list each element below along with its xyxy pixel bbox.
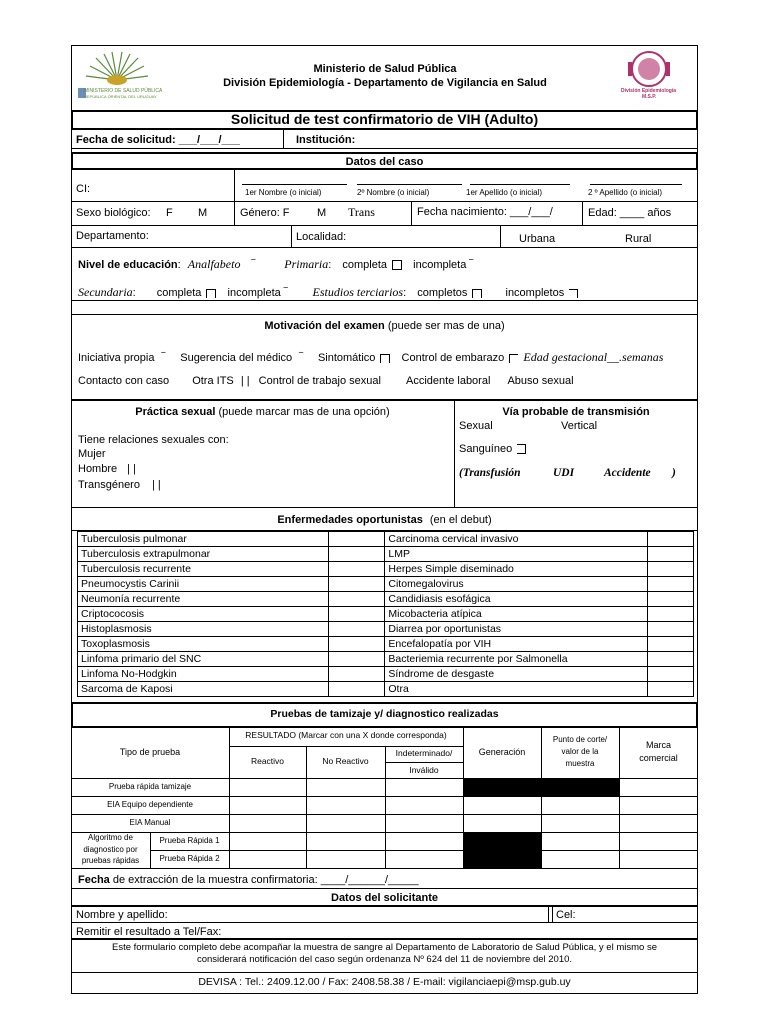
disease-check-left[interactable]: [328, 637, 385, 652]
solicitante-nombre[interactable]: Nombre y apellido:: [76, 909, 168, 921]
practica-intro: Tiene relaciones sexuales con:: [78, 434, 229, 446]
pruebas-title: Pruebas de tamizaje y/ diagnostico realizadas: [270, 708, 499, 720]
sexo-f[interactable]: F: [166, 207, 173, 219]
contacto-caso[interactable]: Contacto con caso: [78, 375, 170, 387]
enfermedades-title-row: [71, 514, 698, 526]
table-row: [78, 637, 694, 652]
motivacion-subtitle: (puede ser mas de una): [387, 320, 505, 332]
disease-check-left[interactable]: [328, 547, 385, 562]
disease-label-right: Encefalopatía por VIH: [385, 637, 648, 652]
disease-check-left[interactable]: [328, 562, 385, 577]
secundaria-completa-checkbox[interactable]: [206, 289, 216, 298]
fecha-solicitud-label[interactable]: Fecha de solicitud: ___/___/___: [76, 134, 240, 146]
control-trabajo-sexual[interactable]: Control de trabajo sexual: [258, 375, 381, 387]
generacion-blocked-1: [464, 779, 619, 796]
institucion-label[interactable]: Institución:: [296, 134, 356, 146]
disease-label-left: Tuberculosis recurrente: [78, 562, 329, 577]
disease-label-left: Sarcoma de Kaposi: [78, 682, 329, 697]
epidemiology-logo: [625, 50, 673, 88]
disease-check-right[interactable]: [648, 592, 694, 607]
terciarios-label: Estudios terciarios: [312, 285, 404, 299]
rural-option[interactable]: Rural: [625, 233, 652, 245]
row-prueba-rapida-2: Prueba Rápida 2: [159, 854, 220, 863]
iniciativa-propia[interactable]: Iniciativa propia: [78, 352, 155, 364]
disease-check-right[interactable]: [648, 652, 694, 667]
table-row: [78, 682, 694, 697]
practica-transgenero[interactable]: Transgénero | |: [78, 479, 161, 491]
no-reactivo-header: No Reactivo: [322, 756, 369, 766]
row-eia-manual: EIA Manual: [129, 818, 171, 827]
enfermedades-title: Enfermedades oportunistas: [277, 514, 423, 526]
table-row: [78, 547, 694, 562]
via-udi[interactable]: UDI: [553, 467, 575, 479]
disease-check-right[interactable]: [648, 682, 694, 697]
sexo-label: Sexo biológico:: [76, 207, 151, 219]
disease-label-right: Diarrea por oportunistas: [385, 622, 648, 637]
marca-header-2: comercial: [639, 753, 678, 763]
invalido-header: Inválido: [409, 765, 439, 775]
disease-check-right[interactable]: [648, 562, 694, 577]
urbana-option[interactable]: Urbana: [519, 233, 556, 245]
disease-check-left[interactable]: [328, 622, 385, 637]
form-title: Solicitud de test confirmatorio de VIH (Adulto): [230, 111, 539, 127]
educacion-label: Nivel de educación: [78, 259, 178, 271]
table-row: [78, 592, 694, 607]
name-header-2: 2º Nombre (o inicial): [357, 188, 430, 197]
remitir-resultado[interactable]: Remitir el resultado a Tel/Fax:: [76, 926, 222, 938]
terciarios-completos-checkbox[interactable]: [472, 289, 482, 298]
practica-header: [71, 406, 454, 418]
disease-check-left[interactable]: [328, 607, 385, 622]
primaria-completa[interactable]: completa: [342, 259, 388, 271]
indeterminado-header: Indeterminado/: [395, 748, 453, 758]
abuso-sexual[interactable]: Abuso sexual: [507, 375, 574, 387]
extraccion-fecha-rest: de extracción de la muestra confirmatoria: ____/______/_____: [112, 874, 419, 886]
edad-gestacional[interactable]: Edad gestacional__.semanas: [523, 350, 664, 364]
row-prueba-rapida-1: Prueba Rápida 1: [159, 836, 220, 845]
table-row: [78, 562, 694, 577]
epidemiology-logo-caption: División Epidemiología: [621, 88, 677, 94]
disease-label-right: Síndrome de desgaste: [385, 667, 648, 682]
practica-hombre[interactable]: Hombre | |: [78, 463, 136, 475]
via-transfusion[interactable]: (Transfusión: [459, 467, 521, 479]
edad-label[interactable]: Edad: ____ años: [588, 207, 672, 219]
name-header-4: 2 º Apellido (o inicial): [588, 188, 663, 197]
generacion-header: Generación: [478, 747, 526, 757]
departamento-label[interactable]: Departamento:: [76, 230, 149, 242]
algoritmo-label-2: diagnostico por: [83, 845, 138, 854]
via-vertical[interactable]: Vertical: [561, 420, 598, 432]
resultado-header: RESULTADO (Marcar con una X donde corresponda): [245, 730, 447, 740]
primaria-incompleta[interactable]: incompleta: [413, 259, 467, 271]
disease-label-right: Candidiasis esofágica: [385, 592, 648, 607]
primaria-label: Primaria: [284, 257, 329, 271]
disease-label-left: Linfoma No-Hodgkin: [78, 667, 329, 682]
sintomatico-checkbox[interactable]: [380, 354, 390, 363]
disease-check-left[interactable]: [328, 682, 385, 697]
disease-check-right[interactable]: [648, 547, 694, 562]
via-close-paren: ): [672, 467, 676, 479]
table-row: [78, 622, 694, 637]
via-title: Vía probable de transmisión: [502, 406, 650, 418]
datos-caso-title: Datos del caso: [345, 156, 424, 168]
algoritmo-label-1: Algoritmo de: [88, 833, 133, 842]
msp-logo-caption: MINISTERIO DE SALUD PÚBLICA: [84, 88, 163, 94]
extraccion-row[interactable]: [78, 874, 419, 886]
disease-check-right[interactable]: [648, 622, 694, 637]
disease-check-right[interactable]: [648, 667, 694, 682]
secundaria-label: Secundaria: [78, 285, 133, 299]
otra-its[interactable]: Otra ITS: [192, 375, 234, 387]
disease-label-right: Micobacteria atípica: [385, 607, 648, 622]
disease-label-left: Criptococosis: [78, 607, 329, 622]
via-accidente[interactable]: Accidente: [604, 467, 651, 479]
practica-title: Práctica sexual: [135, 406, 216, 418]
disease-check-left[interactable]: [328, 667, 385, 682]
sexo-m[interactable]: M: [198, 207, 208, 219]
ministry-name: Ministerio de Salud Pública: [313, 63, 457, 75]
disease-check-left[interactable]: [328, 577, 385, 592]
footer-contact: DEVISA : Tel.: 2409.12.00 / Fax: 2408.58.38 / E-mail: vigilanciaepi@msp.gub.uy: [198, 976, 571, 988]
disease-check-right[interactable]: [648, 607, 694, 622]
primaria-completa-checkbox[interactable]: [392, 260, 402, 270]
disease-label-left: Pneumocystis Carinii: [78, 577, 329, 592]
generacion-blocked-2: [464, 833, 541, 868]
analfabeto-option[interactable]: Analfabeto: [187, 257, 241, 271]
disease-check-left[interactable]: [328, 532, 385, 547]
msp-logo-subcaption: REPÚBLICA ORIENTAL DEL URUGUAY: [84, 94, 157, 99]
educacion-row-2: Secundaria: completa incompleta ‾ Estudios terciarios: completos incompletos: [78, 286, 580, 299]
disease-label-right: Citomegalovirus: [385, 577, 648, 592]
disease-label-right: Carcinoma cervical invasivo: [385, 532, 648, 547]
division-name: División Epidemiología - Departamento de Vigilancia en Salud: [223, 77, 547, 89]
disease-label-left: Tuberculosis extrapulmonar: [78, 547, 329, 562]
disease-check-right[interactable]: [648, 532, 694, 547]
table-row: [78, 652, 694, 667]
epidemiology-logo-subcaption: M.S.P.: [642, 94, 657, 100]
disease-label-left: Toxoplasmosis: [78, 637, 329, 652]
row-eia-equipo: EIA Equipo dependiente: [107, 800, 193, 809]
genero-label[interactable]: Género: F: [240, 207, 290, 219]
fecha-nacimiento-label[interactable]: Fecha nacimiento: ___/___/: [417, 206, 553, 218]
sintomatico[interactable]: Sintomático: [317, 352, 376, 364]
disease-label-right: LMP: [385, 547, 648, 562]
solicitante-title: Datos del solicitante: [331, 892, 438, 904]
disease-label-left: Tuberculosis pulmonar: [78, 532, 329, 547]
footer-note-1: Este formulario completo debe acompañar la muestra de sangre al Departamento de Laboratorio de Salud Pública, y el mismo se: [112, 942, 657, 953]
tipo-prueba-header: Tipo de prueba: [119, 747, 181, 757]
disease-check-left[interactable]: [328, 592, 385, 607]
disease-label-right: Herpes Simple diseminado: [385, 562, 648, 577]
reactivo-header: Reactivo: [250, 756, 285, 766]
control-embarazo[interactable]: Control de embarazo: [401, 352, 505, 364]
ci-label[interactable]: CI:: [76, 183, 91, 195]
sugerencia-medico[interactable]: Sugerencia del médico: [180, 352, 293, 364]
solicitante-cel[interactable]: Cel:: [556, 909, 576, 921]
control-embarazo-checkbox[interactable]: [509, 354, 518, 363]
disease-label-left: Neumonía recurrente: [78, 592, 329, 607]
disease-check-right[interactable]: [648, 577, 694, 592]
terciarios-incompletos-checkbox[interactable]: [569, 289, 578, 298]
educacion-row: Nivel de educación: Analfabeto ‾ Primaria: completa incompleta ‾: [78, 257, 474, 271]
marca-header-1: Marca: [645, 740, 671, 750]
terciarios-completos[interactable]: completos: [417, 287, 468, 299]
row-prueba-rapida: Prueba rápida tamizaje: [108, 782, 192, 791]
disease-label-right: Otra: [385, 682, 648, 697]
genero-m[interactable]: M: [317, 207, 327, 219]
via-sanguineo[interactable]: Sanguíneo: [459, 443, 528, 455]
table-row: [78, 667, 694, 682]
motivacion-row-1: Iniciativa propia ‾ Sugerencia del médico ‾ Sintomático Control de embarazo Edad gestacional__.semanas: [78, 350, 664, 364]
disease-label-left: Linfoma primario del SNC: [78, 652, 329, 667]
enfermedades-table: [77, 531, 694, 697]
extraccion-fecha-bold: Fecha: [78, 874, 110, 886]
localidad-label[interactable]: Localidad:: [296, 231, 347, 243]
punto-corte-header-2: valor de la: [561, 747, 599, 756]
disease-check-right[interactable]: [648, 637, 694, 652]
enfermedades-subtitle: (en el debut): [429, 514, 492, 526]
table-row: [78, 607, 694, 622]
punto-corte-header-3: muestra: [565, 759, 595, 768]
genero-trans[interactable]: Trans: [348, 205, 375, 219]
table-row: [78, 532, 694, 547]
disease-check-left[interactable]: [328, 652, 385, 667]
footer-note-2: considerará notificación del caso según ordenanza Nº 624 del 11 de noviembre del 2010.: [196, 954, 573, 965]
secundaria-incompleta[interactable]: incompleta: [227, 287, 281, 299]
punto-corte-header-1: Punto de corte/: [552, 735, 608, 744]
terciarios-incompletos[interactable]: incompletos: [505, 287, 565, 299]
disease-label-right: Bacteriemia recurrente por Salmonella: [385, 652, 648, 667]
name-header-1: 1er Nombre (o inicial): [245, 188, 322, 197]
algoritmo-label-3: pruebas rápidas: [81, 856, 140, 865]
secundaria-completa[interactable]: completa: [156, 287, 202, 299]
practica-subtitle: (puede marcar mas de una opción): [218, 406, 390, 418]
practica-mujer[interactable]: Mujer: [78, 448, 106, 460]
motivacion-title: Motivación del examen: [264, 320, 385, 332]
accidente-laboral[interactable]: Accidente laboral: [406, 375, 491, 387]
disease-label-left: Histoplasmosis: [78, 622, 329, 637]
name-header-3: 1er Apellido (o inicial): [466, 188, 543, 197]
via-sexual[interactable]: Sexual: [459, 420, 493, 432]
table-row: [78, 577, 694, 592]
motivacion-row-2: Contacto con caso Otra ITS | | Control de trabajo sexual Accidente laboral Abuso sexual: [78, 375, 574, 387]
motivacion-header: [71, 320, 698, 332]
